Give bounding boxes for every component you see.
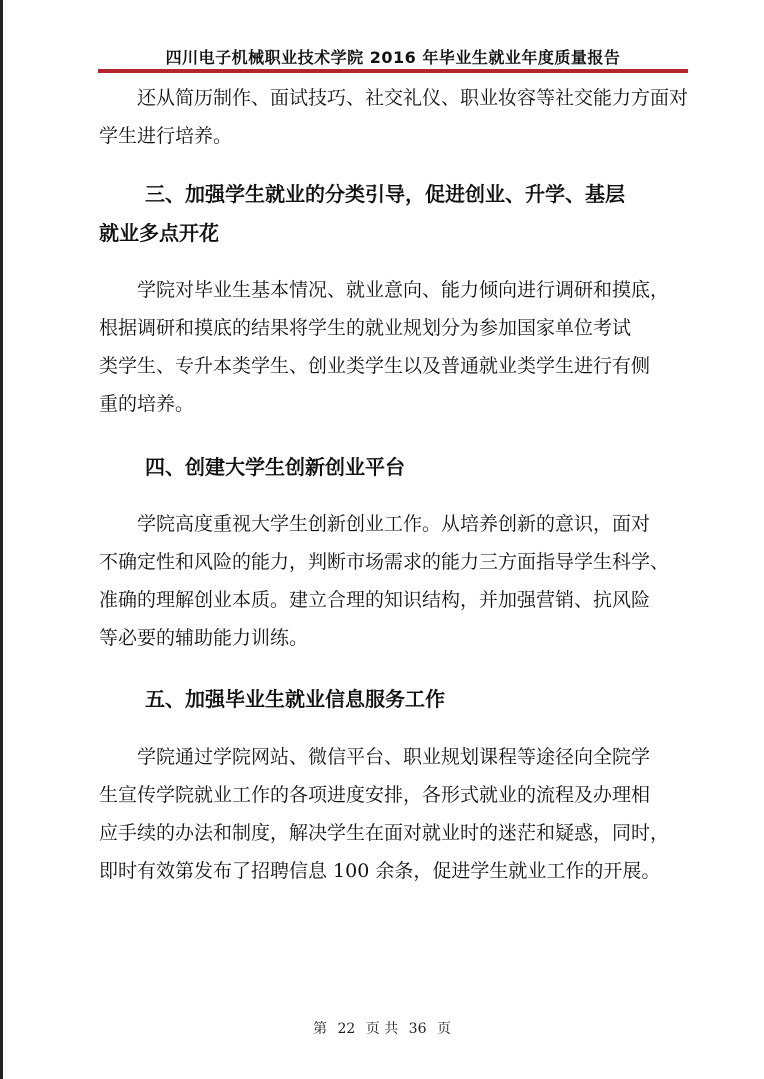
text-line: 学院对毕业生基本情况、就业意向、能力倾向进行调研和摸底，: [137, 279, 670, 301]
text-line: 学院通过学院网站、微信平台、职业规划课程等途径向全院学: [137, 746, 651, 768]
page-suffix: 页: [436, 1021, 451, 1037]
text-line: 学生进行培养。: [99, 125, 233, 147]
page-prefix: 第: [313, 1021, 328, 1037]
page-current: 22: [337, 1021, 356, 1037]
text-line: 应手续的办法和制度，解决学生在面对就业时的迷茫和疑惑，同时，: [99, 822, 670, 844]
page-total: 36: [408, 1021, 427, 1037]
page-mid: 页 共: [365, 1021, 399, 1037]
text-line: 类学生、专升本类学生、创业类学生以及普通就业类学生进行有侧: [99, 355, 651, 377]
heading-line: 四、创建大学生创新创业平台: [145, 455, 405, 479]
heading-line: 五、加强毕业生就业信息服务工作: [145, 687, 445, 711]
paragraph-innovation-platform: [99, 505, 699, 657]
paragraph-information-service: [99, 738, 699, 890]
section-heading-5: [99, 680, 699, 719]
text-line: 等必要的辅助能力训练。: [99, 627, 309, 649]
text-line: 学院高度重视大学生创新创业工作。从培养创新的意识，面对: [137, 513, 651, 535]
text-line: 准确的理解创业本质。建立合理的知识结构，并加强营销、抗风险: [99, 589, 651, 611]
section-heading-4: [99, 448, 699, 487]
header-rule: [98, 69, 688, 73]
paragraph-classified-guidance: [99, 271, 699, 423]
text-line: 重的培养。: [99, 393, 195, 415]
heading-line: 就业多点开花: [99, 221, 219, 245]
text-line: 还从简历制作、面试技巧、社交礼仪、职业妆容等社交能力方面对: [137, 87, 689, 109]
text-line: 根据调研和摸底的结果将学生的就业规划分为参加国家单位考试: [99, 317, 632, 339]
heading-line: 三、加强学生就业的分类引导，促进创业、升学、基层: [145, 182, 625, 206]
text-line: 即时有效第发布了招聘信息 100 余条，促进学生就业工作的开展。: [99, 860, 661, 882]
section-heading-3: [99, 175, 699, 253]
paragraph-social-skills: [99, 79, 699, 155]
text-line: 不确定性和风险的能力，判断市场需求的能力三方面指导学生科学、: [99, 551, 670, 573]
report-header-title: 四川电子机械职业技术学院 2016 年毕业生就业年度质量报告: [165, 48, 621, 67]
page-number-footer: [0, 1018, 764, 1038]
page-edge: [0, 0, 3, 1079]
text-line: 生宣传学院就业工作的各项进度安排，各形式就业的流程及办理相: [99, 784, 651, 806]
